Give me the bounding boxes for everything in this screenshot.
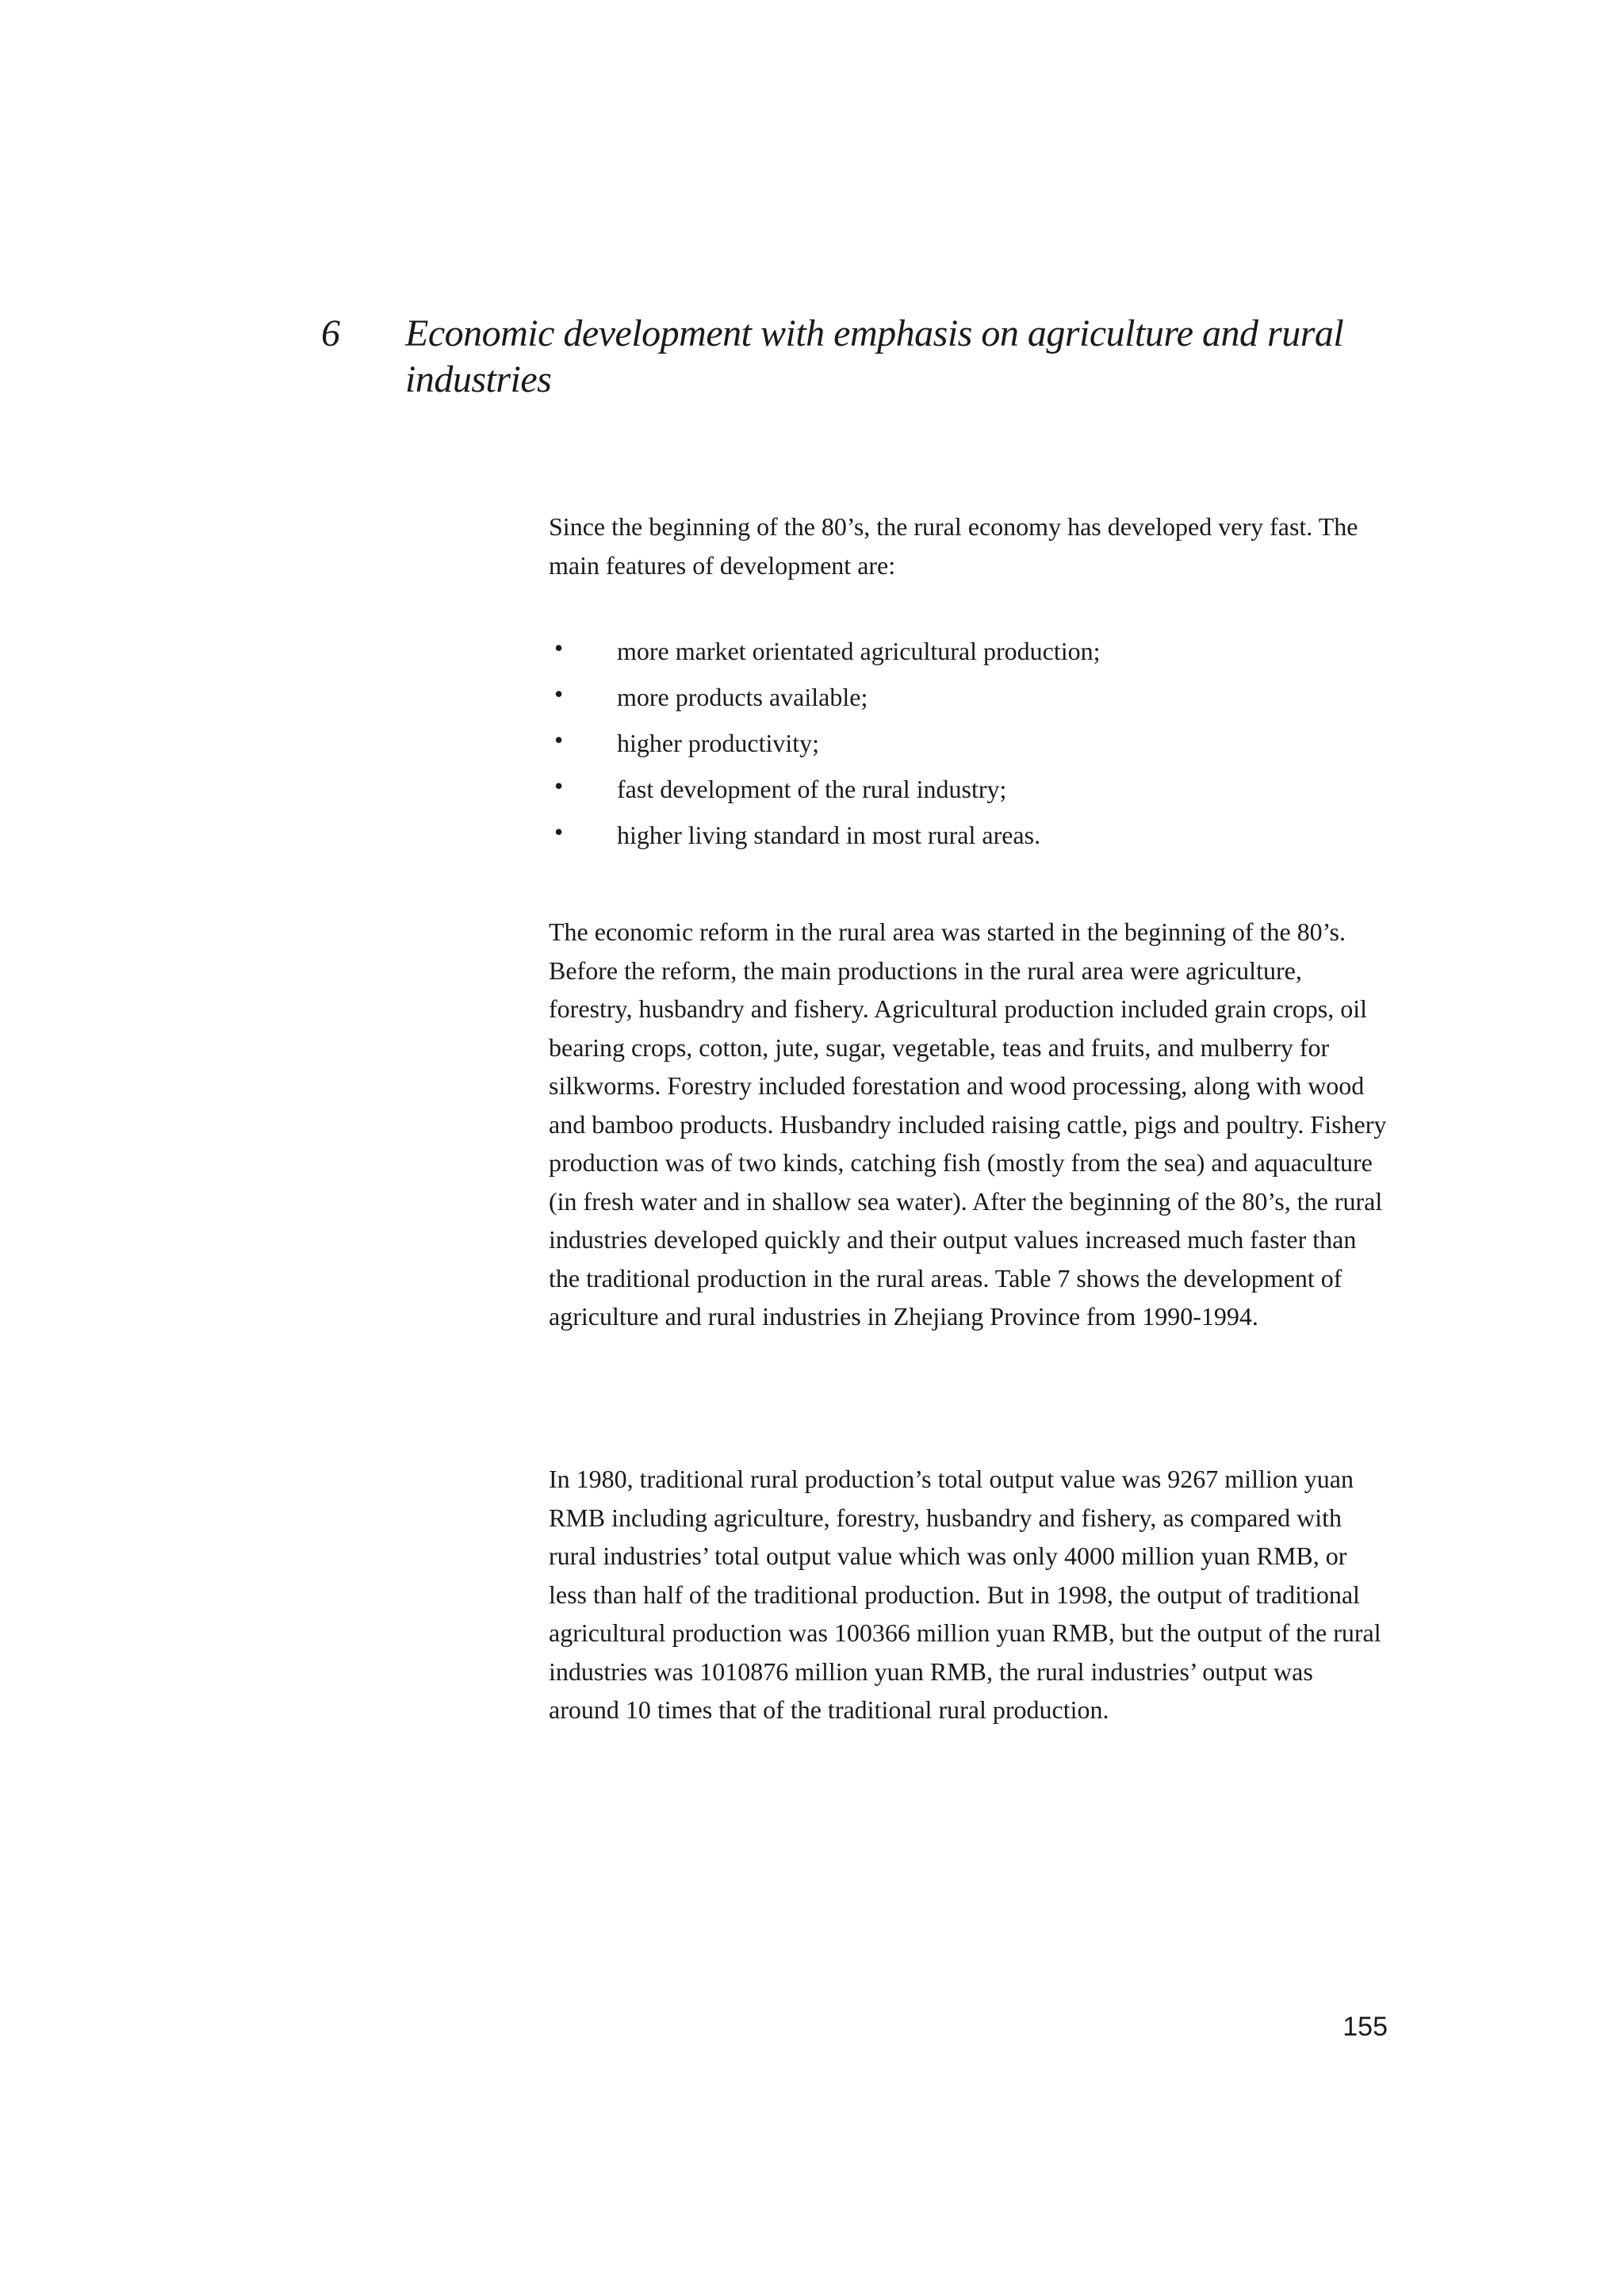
list-item-text: fast development of the rural industry; — [617, 775, 1007, 803]
features-list — [549, 628, 1389, 858]
list-item-text: higher productivity; — [617, 729, 820, 757]
chapter-title: Economic development with emphasis on agriculture and rural industries — [405, 312, 1344, 400]
bullet-icon: • — [554, 772, 564, 800]
intro-paragraph: Since the beginning of the 80’s, the rural economy has developed very fast. The main features of development are: — [549, 512, 1358, 580]
list-item-text: more market orientated agricultural production; — [617, 637, 1101, 665]
bullet-icon: • — [554, 818, 564, 846]
body-paragraph: The economic reform in the rural area was started in the beginning of the 80’s. Before the reform, the main productions in the rural area were agriculture, forestry, husbandry and fishery. Agricultural production included grain crops, oil bearing crops, cotton, jute, sugar, vegetable, teas and fruits, and mulberry for silkworms. Forestry included forestation and wood processing, along with wood and bamboo products. Husbandry included raising cattle, pigs and poultry. Fishery production was of two kinds, catching fish (mostly from the sea) and aquaculture (in fresh water and in shallow sea water). After the beginning of the 80’s, the rural industries developed quickly and their output values increased much faster than the traditional production in the rural areas. Table 7 shows the development of agriculture and rural industries in Zhejiang Province from 1990-1994. — [549, 917, 1387, 1331]
list-item — [549, 766, 1389, 812]
page-number: 155 — [1342, 2012, 1388, 2042]
list-item — [549, 674, 1389, 720]
list-item — [549, 812, 1389, 858]
chapter-number: 6 — [321, 312, 340, 354]
list-item-text: higher living standard in most rural areas. — [617, 821, 1041, 849]
bullet-icon: • — [554, 634, 564, 662]
list-item — [549, 720, 1389, 766]
list-item — [549, 628, 1389, 674]
list-item-text: more products available; — [617, 683, 868, 711]
bullet-icon: • — [554, 680, 564, 708]
bullet-icon: • — [554, 726, 564, 754]
body-paragraph: In 1980, traditional rural production’s total output value was 9267 million yuan RMB including agriculture, forestry, husbandry and fishery, as compared with rural industries’ total output value which was only 4000 million yuan RMB, or less than half of the traditional production. But in 1998, the output of traditional agricultural production was 100366 million yuan RMB, but the output of the rural industries was 1010876 million yuan RMB, the rural industries’ output was around 10 times that of the traditional rural production. — [549, 1465, 1381, 1724]
